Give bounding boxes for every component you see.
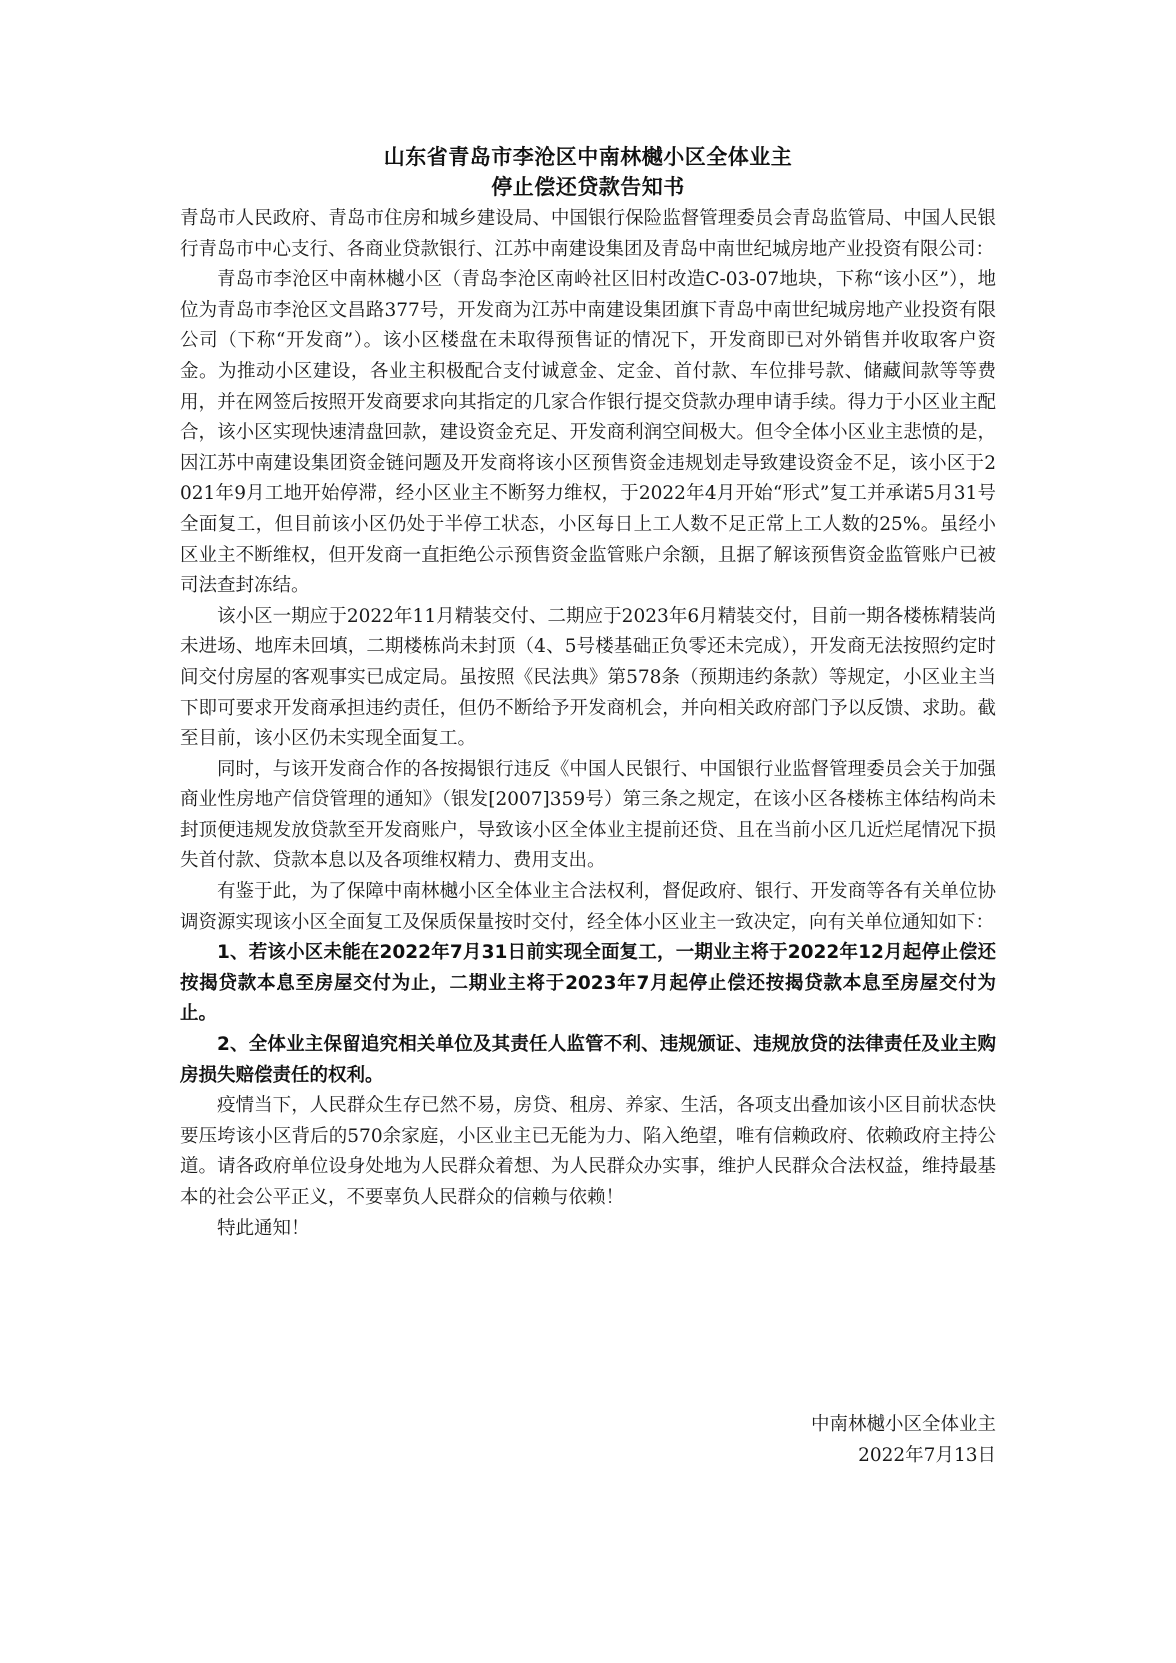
paragraph-notice-item-2: 2、全体业主保留追究相关单位及其责任人监管不利、违规颁证、违规放贷的法律责任及业主购房损失赔偿责任的权利。 <box>180 1034 996 1086</box>
paragraph-notice-item-1: 1、若该小区未能在2022年7月31日前实现全面复工，一期业主将于2022年12月起停止偿还按揭贷款本息至房屋交付为止，二期业主将于2023年7月起停止偿还按揭贷款本息至房屋交付为止。 <box>180 942 996 1025</box>
title-line-2: 停止偿还贷款告知书 <box>491 175 685 199</box>
document-title <box>180 142 996 202</box>
paragraph-delivery-status: 该小区一期应于2022年11月精装交付、二期应于2023年6月精装交付，目前一期各楼栋精装尚未进场、地库未回填，二期楼栋尚未封顶（4、5号楼基础正负零还未完成），开发商无法按照约定时间交付房屋的客观事实已成定局。虽按照《民法典》第578条（预期违约条款）等规定，小区业主当下即可要求开发商承担违约责任，但仍不断给予开发商机会，并向相关政府部门予以反馈、求助。截至目前，该小区仍未实现全面复工。 <box>180 605 996 750</box>
signature-block <box>600 1409 996 1471</box>
paragraph-background: 青岛市李沧区中南林樾小区（青岛李沧区南岭社区旧村改造C-03-07地块，下称“该小区”），地位为青岛市李沧区文昌路377号，开发商为江苏中南建设集团旗下青岛中南世纪城房地产业投资有限公司（下称“开发商”）。该小区楼盘在未取得预售证的情况下，开发商即已对外销售并收取客户资金。为推动小区建设，各业主积极配合支付诚意金、定金、首付款、车位排号款、储藏间款等等费用，并在网签后按照开发商要求向其指定的几家合作银行提交贷款办理申请手续。得力于小区业主配合，该小区实现快速清盘回款，建设资金充足、开发商利润空间极大。但令全体小区业主悲愤的是，因江苏中南建设集团资金链问题及开发商将该小区预售资金违规划走导致建设资金不足，该小区于2021年9月工地开始停滞，经小区业主不断努力维权，于2022年4月开始“形式”复工并承诺5月31号全面复工，但目前该小区仍处于半停工状态，小区每日上工人数不足正常上工人数的25%。虽经小区业主不断维权，但开发商一直拒绝公示预售资金监管账户余额，且据了解该预售资金监管账户已被司法查封冻结。 <box>180 269 996 597</box>
paragraph-decision-intro: 有鉴于此，为了保障中南林樾小区全体业主合法权利，督促政府、银行、开发商等各有关单位协调资源实现该小区全面复工及保质保量按时交付，经全体小区业主一致决定，向有关单位通知如下： <box>180 881 996 933</box>
addressee-paragraph: 青岛市人民政府、青岛市住房和城乡建设局、中国银行保险监督管理委员会青岛监管局、中国人民银行青岛市中心支行、各商业贷款银行、江苏中南建设集团及青岛中南世纪城房地产业投资有限公司： <box>180 208 996 260</box>
title-line-1: 山东省青岛市李沧区中南林樾小区全体业主 <box>383 145 793 169</box>
signature-signer: 中南林樾小区全体业主 <box>810 1414 996 1435</box>
signature-date: 2022年7月13日 <box>858 1445 996 1466</box>
paragraph-appeal: 疫情当下，人民群众生存已然不易，房贷、租房、养家、生活，各项支出叠加该小区目前状态快要压垮该小区背后的570余家庭，小区业主已无能为力、陷入绝望，唯有信赖政府、依赖政府主持公道。请各政府单位设身处地为人民群众着想、为人民群众办实事，维护人民群众合法权益，维持最基本的社会公平正义，不要辜负人民群众的信赖与依赖！ <box>180 1095 996 1208</box>
paragraph-closing: 特此通知！ <box>217 1217 310 1239</box>
document-body <box>180 204 996 1244</box>
paragraph-bank-violation: 同时，与该开发商合作的各按揭银行违反《中国人民银行、中国银行业监督管理委员会关于加强商业性房地产信贷管理的通知》（银发[2007]359号）第三条之规定，在该小区各楼栋主体结构尚未封顶便违规发放贷款至开发商账户，导致该小区全体业主提前还贷、且在当前小区几近烂尾情况下损失首付款、贷款本息以及各项维权精力、费用支出。 <box>180 758 996 872</box>
